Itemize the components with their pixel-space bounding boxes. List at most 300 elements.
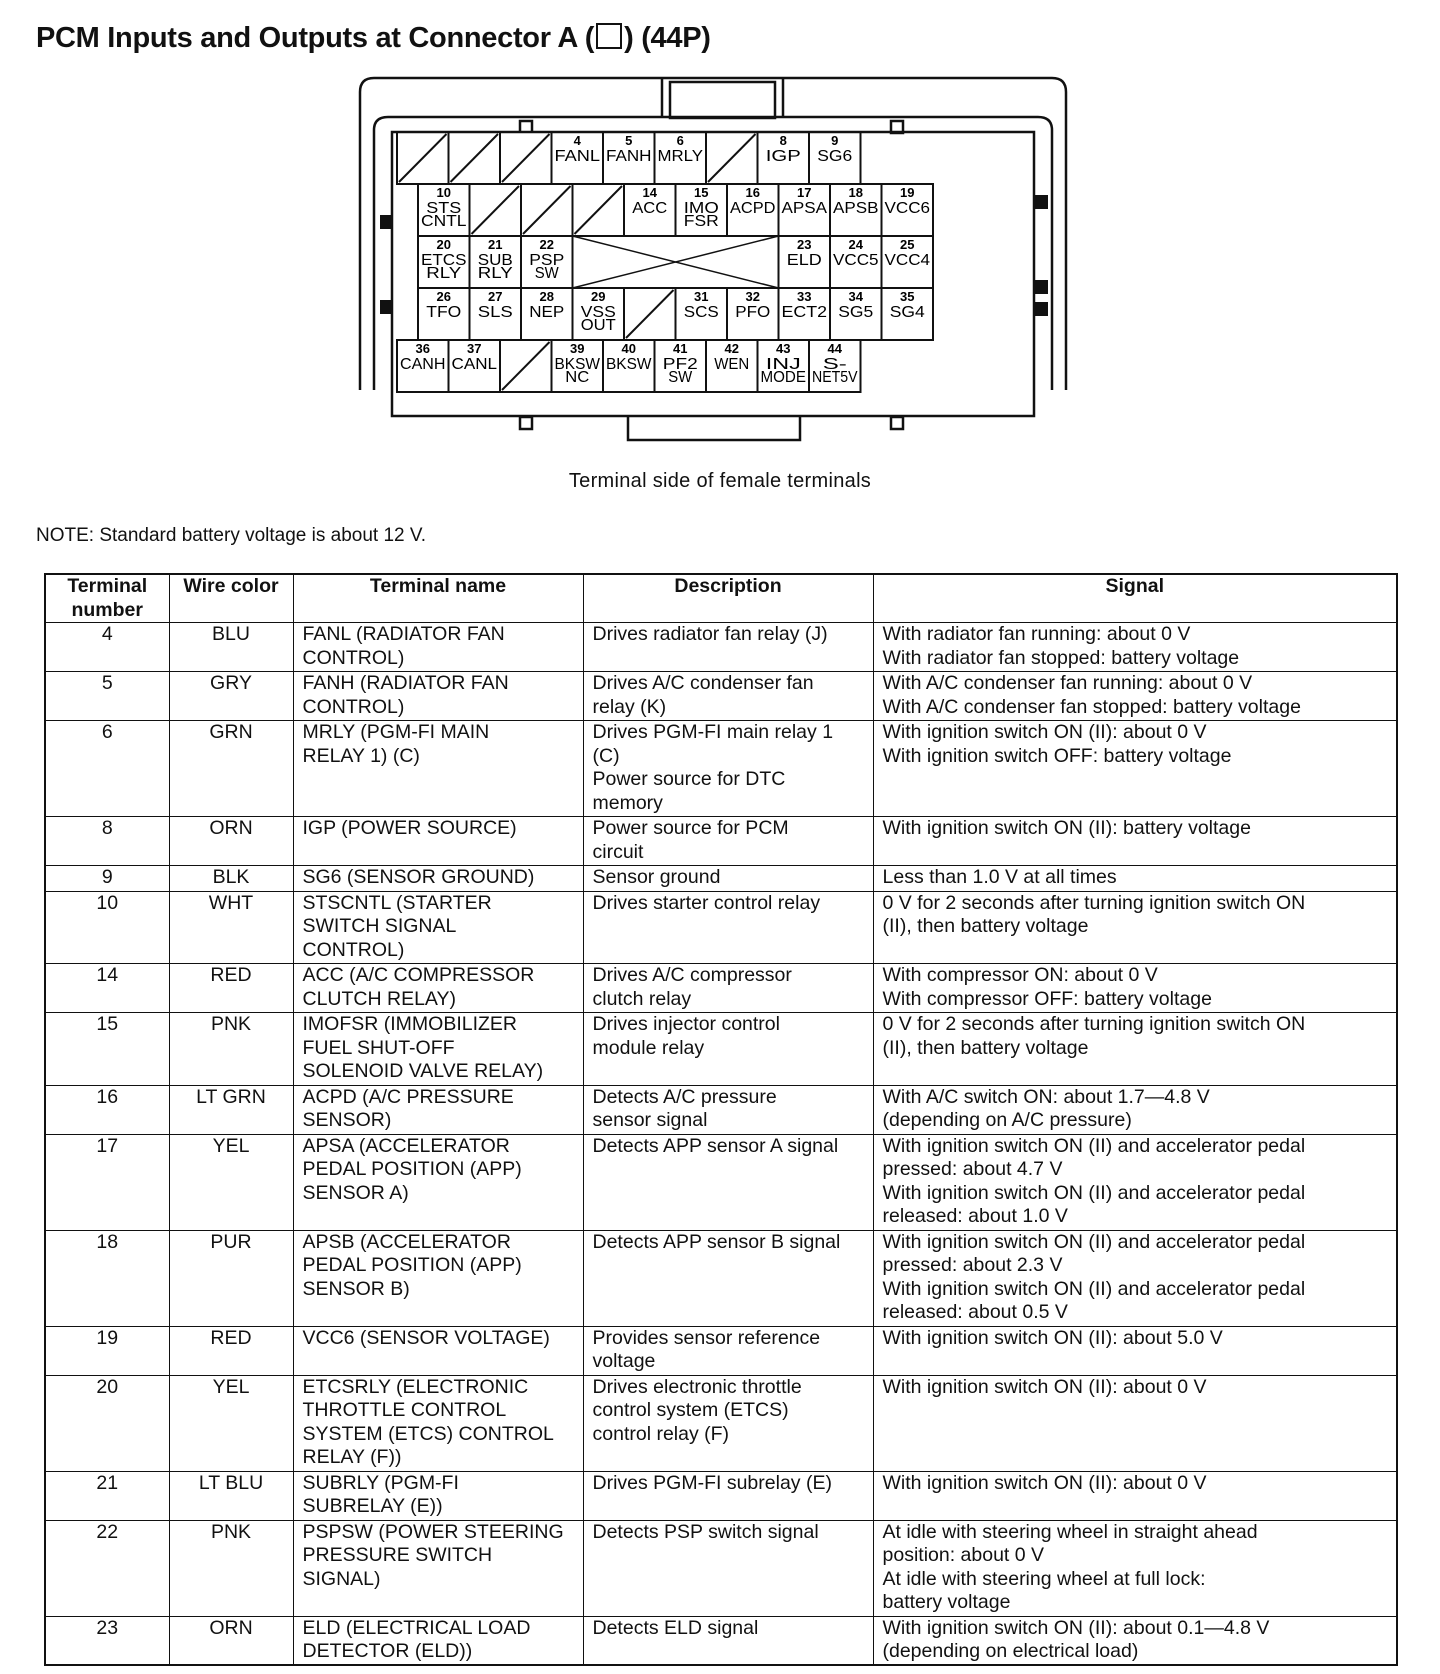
pin-label: IGP	[765, 148, 801, 165]
table-row	[45, 721, 1397, 817]
cell-line: SENSOR)	[302, 1109, 392, 1131]
signal-cell	[873, 1520, 1397, 1616]
terminal-number-cell: 20	[45, 1375, 169, 1471]
cell-line: SG6 (SENSOR GROUND)	[302, 866, 535, 888]
wire-color-cell: WHT	[169, 891, 293, 964]
signal-cell	[873, 866, 1397, 892]
table-row	[45, 672, 1397, 721]
cell-line: Drives A/C condenser fan	[592, 672, 814, 694]
cell-line: ETCSRLY (ELECTRONIC	[302, 1375, 529, 1398]
terminal-pin	[830, 184, 882, 236]
cell-line: voltage	[592, 1350, 656, 1372]
cell-line: MRLY (PGM-FI MAIN	[302, 721, 490, 743]
header-signal: Signal	[873, 574, 1397, 623]
title-suffix: ) (44P)	[624, 22, 711, 54]
cell-line: CONTROL)	[302, 938, 405, 961]
header-wire-color: Wire color	[169, 574, 293, 623]
pin-label: INJ	[765, 356, 801, 373]
pin-number: 34	[848, 289, 863, 304]
signal-cell	[873, 672, 1397, 721]
cell-line: With ignition switch ON (II) and accelerator pedal	[882, 1277, 1306, 1300]
pin-number: 19	[900, 185, 915, 200]
cell-line: Detects APP sensor B signal	[592, 1230, 841, 1253]
cell-line: SENSOR B)	[302, 1277, 410, 1300]
pin-number: 10	[436, 185, 451, 200]
blank-terminal	[500, 340, 552, 392]
pin-label: FSR	[683, 213, 719, 230]
cell-line: With ignition switch ON (II): about 5.0 V	[882, 1326, 1223, 1349]
cell-line: APSB (ACCELERATOR	[302, 1230, 511, 1253]
pin-number: 42	[724, 341, 739, 356]
table-row	[45, 1616, 1397, 1665]
terminal-pin	[727, 184, 779, 236]
pin-number: 6	[676, 133, 684, 148]
terminal-pin	[552, 340, 604, 392]
cell-line: Detects ELD signal	[592, 1616, 759, 1639]
table-row	[45, 1520, 1397, 1616]
cell-line: With ignition switch ON (II): about 0 V	[882, 721, 1207, 743]
cell-line: FANH (RADIATOR FAN	[302, 672, 509, 694]
pin-label: PF2	[662, 356, 698, 373]
terminal-pin	[418, 184, 470, 236]
signal-cell	[873, 1616, 1397, 1665]
terminal-number-cell: 21	[45, 1471, 169, 1520]
terminal-pin	[603, 340, 655, 392]
terminal-name-cell	[293, 817, 583, 866]
signal-cell	[873, 1471, 1397, 1520]
pin-number: 32	[745, 289, 760, 304]
cell-line: DETECTOR (ELD))	[302, 1640, 473, 1662]
wire-color-cell: BLU	[169, 623, 293, 672]
cell-line: THROTTLE CONTROL	[302, 1399, 507, 1421]
description-cell	[583, 1230, 873, 1326]
description-cell	[583, 1375, 873, 1471]
blank-terminal	[500, 132, 552, 184]
cell-line: sensor signal	[592, 1109, 708, 1131]
description-cell	[583, 1616, 873, 1665]
pin-number: 37	[467, 341, 482, 356]
terminal-pin	[521, 288, 573, 340]
cell-line: STSCNTL (STARTER	[302, 891, 492, 914]
table-row	[45, 866, 1397, 892]
signal-cell	[873, 1375, 1397, 1471]
signal-cell	[873, 817, 1397, 866]
description-cell	[583, 1471, 873, 1520]
pin-label: MRLY	[657, 148, 704, 165]
pin-number: 44	[827, 341, 842, 356]
terminal-pin	[809, 132, 861, 184]
terminal-pin	[758, 132, 810, 184]
cell-line: With ignition switch ON (II): about 0 V	[882, 1375, 1207, 1398]
table-row	[45, 1375, 1397, 1471]
cell-line: (C)	[592, 744, 620, 767]
pin-number: 40	[621, 341, 636, 356]
terminal-name-cell	[293, 721, 583, 817]
pin-label: ELD	[786, 252, 822, 269]
terminal-number-cell: 23	[45, 1616, 169, 1665]
cell-line: circuit	[592, 840, 644, 863]
cell-line: At idle with steering wheel at full lock:	[882, 1567, 1206, 1590]
blank-terminal	[706, 132, 758, 184]
wire-color-cell: LT GRN	[169, 1085, 293, 1134]
pin-label: STS	[426, 200, 462, 217]
cell-line: PEDAL POSITION (APP)	[302, 1254, 522, 1276]
pin-number: 43	[776, 341, 791, 356]
terminal-name-cell	[293, 1616, 583, 1665]
pin-label: TFO	[426, 304, 462, 321]
pin-label: BKSW	[606, 356, 653, 373]
cell-line: IMOFSR (IMMOBILIZER	[302, 1013, 517, 1035]
cell-line: (II), then battery voltage	[882, 915, 1089, 937]
pin-label: CNTL	[421, 213, 467, 230]
terminal-number-cell: 17	[45, 1134, 169, 1230]
description-cell	[583, 623, 873, 672]
cell-line: SUBRELAY (E))	[302, 1495, 443, 1517]
terminal-pin	[470, 288, 522, 340]
terminal-name-cell	[293, 623, 583, 672]
terminal-number-cell: 19	[45, 1326, 169, 1375]
terminal-number-cell: 9	[45, 866, 169, 892]
signal-cell	[873, 1085, 1397, 1134]
pin-number: 29	[591, 289, 606, 304]
terminal-pin	[676, 184, 728, 236]
terminal-number-cell: 14	[45, 964, 169, 1013]
pin-label: CANL	[451, 356, 498, 373]
pin-label: SW	[534, 265, 560, 282]
pin-label: SG6	[817, 148, 853, 165]
terminal-number-cell: 16	[45, 1085, 169, 1134]
cell-line: ACC (A/C COMPRESSOR	[302, 964, 535, 986]
description-cell	[583, 866, 873, 892]
cell-line: With ignition switch ON (II) and accelerator pedal	[882, 1230, 1306, 1253]
wire-color-cell: BLK	[169, 866, 293, 892]
pin-label: PSP	[529, 252, 565, 269]
wire-color-cell: YEL	[169, 1134, 293, 1230]
cell-line: At idle with steering wheel in straight ahead	[882, 1520, 1258, 1543]
cell-line: SIGNAL)	[302, 1567, 381, 1590]
cell-line: With A/C condenser fan stopped: battery voltage	[882, 695, 1301, 718]
terminal-pin	[779, 288, 831, 340]
cell-line: With ignition switch ON (II): about 0.1—4.8 V	[882, 1616, 1270, 1639]
header-terminal-name: Terminal name	[293, 574, 583, 623]
table-row	[45, 1326, 1397, 1375]
pin-label: NET5V	[812, 369, 858, 386]
description-cell	[583, 1520, 873, 1616]
table-row	[45, 623, 1397, 672]
cell-line: control relay (F)	[592, 1422, 730, 1445]
wire-color-cell: GRY	[169, 672, 293, 721]
terminal-number-cell: 15	[45, 1013, 169, 1086]
cell-line: PEDAL POSITION (APP)	[302, 1158, 522, 1180]
pin-number: 31	[694, 289, 709, 304]
wire-color-cell: GRN	[169, 721, 293, 817]
terminal-name-cell	[293, 1013, 583, 1086]
pin-label: VCC5	[833, 252, 879, 269]
cell-line: PRESSURE SWITCH	[302, 1544, 493, 1566]
wire-color-cell: PUR	[169, 1230, 293, 1326]
pin-label: RLY	[477, 265, 514, 282]
wire-color-cell: RED	[169, 964, 293, 1013]
pin-number: 28	[539, 289, 554, 304]
pin-label: ETCS	[421, 252, 467, 269]
terminal-pin	[758, 340, 810, 392]
terminal-name-cell	[293, 672, 583, 721]
pin-number: 16	[745, 185, 760, 200]
cell-line: IGP (POWER SOURCE)	[302, 817, 517, 839]
terminal-name-cell	[293, 866, 583, 892]
terminal-pin	[655, 340, 707, 392]
terminal-name-cell	[293, 1085, 583, 1134]
pin-label: ACC	[632, 200, 668, 217]
terminal-table	[44, 573, 1398, 1666]
table-row	[45, 1013, 1397, 1086]
cell-line: With compressor OFF: battery voltage	[882, 987, 1212, 1010]
cell-line: CLUTCH RELAY)	[302, 987, 456, 1010]
cell-line: pressed: about 4.7 V	[882, 1158, 1063, 1180]
wire-color-cell: YEL	[169, 1375, 293, 1471]
terminal-pin	[521, 236, 573, 288]
cell-line: RELAY 1) (C)	[302, 744, 420, 767]
pin-label: SG4	[889, 304, 925, 321]
pin-label: OUT	[580, 317, 616, 334]
table-row	[45, 1085, 1397, 1134]
description-cell	[583, 891, 873, 964]
terminal-pin	[397, 340, 449, 392]
table-header-row	[45, 574, 1397, 623]
cell-line: clutch relay	[592, 987, 692, 1010]
cell-line: With compressor ON: about 0 V	[882, 964, 1158, 986]
cell-line: released: about 0.5 V	[882, 1301, 1068, 1323]
cell-line: With A/C switch ON: about 1.7—4.8 V	[882, 1085, 1210, 1108]
description-cell	[583, 1134, 873, 1230]
cell-line: With ignition switch ON (II): battery voltage	[882, 817, 1251, 839]
terminal-pin	[552, 132, 604, 184]
cell-line: SUBRLY (PGM-FI	[302, 1471, 459, 1494]
terminal-pin	[676, 288, 728, 340]
cell-line: ELD (ELECTRICAL LOAD	[302, 1616, 531, 1639]
terminal-name-cell	[293, 891, 583, 964]
cell-line: SOLENOID VALVE RELAY)	[302, 1060, 544, 1082]
cell-line: RELAY (F))	[302, 1446, 402, 1468]
pin-label: ACPD	[730, 200, 776, 217]
blank-block	[573, 236, 779, 288]
pin-number: 21	[488, 237, 503, 252]
wire-color-cell: RED	[169, 1326, 293, 1375]
pin-label: VCC6	[884, 200, 931, 217]
pin-label: WEN	[714, 356, 750, 373]
cell-line: Provides sensor reference	[592, 1326, 821, 1349]
cell-line: 0 V for 2 seconds after turning ignition switch ON	[882, 891, 1306, 914]
pin-label: S-	[822, 356, 847, 373]
pin-number: 9	[831, 133, 839, 148]
cell-line: Less than 1.0 V at all times	[882, 866, 1117, 888]
cell-line: CONTROL)	[302, 646, 405, 669]
blank-terminal	[397, 132, 449, 184]
terminal-pin	[603, 132, 655, 184]
table-row	[45, 891, 1397, 964]
page-title	[36, 22, 711, 55]
connector-symbol-icon	[596, 23, 622, 49]
pin-number: 17	[797, 185, 812, 200]
cell-line: module relay	[592, 1036, 705, 1059]
cell-line: CONTROL)	[302, 695, 405, 718]
terminal-name-cell	[293, 1326, 583, 1375]
cell-line: With radiator fan stopped: battery voltage	[882, 646, 1240, 669]
table-row	[45, 1134, 1397, 1230]
signal-cell	[873, 1326, 1397, 1375]
terminal-number-cell: 8	[45, 817, 169, 866]
terminal-pin	[655, 132, 707, 184]
terminal-number-cell: 4	[45, 623, 169, 672]
terminal-pin	[418, 236, 470, 288]
pin-label: APSB	[833, 200, 879, 217]
pin-number: 4	[573, 133, 581, 148]
pin-label: IMO	[683, 200, 719, 217]
cell-line: APSA (ACCELERATOR	[302, 1134, 510, 1157]
cell-line: Drives PGM-FI subrelay (E)	[592, 1471, 832, 1494]
pin-number: 26	[436, 289, 451, 304]
pin-number: 15	[694, 185, 709, 200]
wire-color-cell: ORN	[169, 1616, 293, 1665]
pin-label: SLS	[477, 304, 513, 321]
cell-line: 0 V for 2 seconds after turning ignition switch ON	[882, 1013, 1306, 1035]
cell-line: ACPD (A/C PRESSURE	[302, 1085, 514, 1108]
diagram-caption: Terminal side of female terminals	[568, 470, 872, 492]
signal-cell	[873, 891, 1397, 964]
pin-label: NEP	[529, 304, 565, 321]
cell-line: (depending on electrical load)	[882, 1640, 1139, 1662]
pin-label: VCC4	[884, 252, 931, 269]
pin-number: 41	[673, 341, 688, 356]
cell-line: control system (ETCS)	[592, 1399, 789, 1421]
cell-line: SWITCH SIGNAL	[302, 915, 457, 937]
cell-line: relay (K)	[592, 695, 667, 718]
table-row	[45, 1471, 1397, 1520]
cell-line: With radiator fan running: about 0 V	[882, 623, 1191, 645]
wire-color-cell: ORN	[169, 817, 293, 866]
cell-line: Detects A/C pressure	[592, 1085, 777, 1108]
pin-label: VSS	[580, 304, 616, 321]
blank-terminal	[449, 132, 501, 184]
terminal-pin	[418, 288, 470, 340]
terminal-number-cell: 10	[45, 891, 169, 964]
pin-number: 14	[642, 185, 657, 200]
terminal-pin	[830, 288, 882, 340]
header-description: Description	[583, 574, 873, 623]
cell-line: memory	[592, 791, 663, 814]
pin-number: 25	[900, 237, 915, 252]
terminal-pin	[882, 236, 934, 288]
cell-line: position: about 0 V	[882, 1544, 1045, 1566]
wire-color-cell: PNK	[169, 1520, 293, 1616]
pin-number: 35	[900, 289, 915, 304]
signal-cell	[873, 721, 1397, 817]
pin-number: 23	[797, 237, 812, 252]
pin-label: ECT2	[781, 304, 828, 321]
cell-line: FUEL SHUT-OFF	[302, 1036, 455, 1059]
pin-number: 39	[570, 341, 585, 356]
table-row	[45, 1230, 1397, 1326]
pin-label: SW	[668, 369, 694, 386]
pin-label: FANH	[606, 148, 652, 165]
cell-line: Drives A/C compressor	[592, 964, 792, 986]
terminal-number-cell: 18	[45, 1230, 169, 1326]
pin-label: BKSW	[554, 356, 601, 373]
description-cell	[583, 817, 873, 866]
cell-line: released: about 1.0 V	[882, 1205, 1068, 1227]
signal-cell	[873, 1230, 1397, 1326]
pin-label: APSA	[781, 200, 828, 217]
pin-label: RLY	[426, 265, 462, 282]
cell-line: With ignition switch OFF: battery voltage	[882, 744, 1232, 767]
cell-line: PSPSW (POWER STEERING	[302, 1520, 564, 1543]
blank-terminal	[573, 184, 625, 236]
cell-line: Sensor ground	[592, 866, 721, 888]
cell-line: Drives injector control	[592, 1013, 780, 1035]
pin-number: 33	[797, 289, 812, 304]
cell-line: Drives starter control relay	[592, 891, 821, 914]
cell-line: With A/C condenser fan running: about 0 V	[882, 672, 1253, 694]
terminal-name-cell	[293, 1520, 583, 1616]
wire-color-cell: PNK	[169, 1013, 293, 1086]
pin-label: SUB	[477, 252, 513, 269]
cell-line: battery voltage	[882, 1591, 1011, 1613]
cell-line: With ignition switch ON (II) and accelerator pedal	[882, 1181, 1306, 1204]
description-cell	[583, 964, 873, 1013]
terminal-pin	[573, 288, 625, 340]
cell-line: Drives PGM-FI main relay 1	[592, 721, 834, 743]
table-row	[45, 964, 1397, 1013]
pin-number: 18	[848, 185, 863, 200]
cell-line: (II), then battery voltage	[882, 1036, 1089, 1059]
pin-label: CANH	[400, 356, 446, 373]
description-cell	[583, 721, 873, 817]
battery-note: NOTE: Standard battery voltage is about 12 V.	[36, 525, 427, 546]
cell-line: With ignition switch ON (II) and accelerator pedal	[882, 1134, 1306, 1157]
cell-line: SENSOR A)	[302, 1181, 409, 1204]
pin-number: 36	[415, 341, 430, 356]
cell-line: Detects APP sensor A signal	[592, 1134, 839, 1157]
terminal-name-cell	[293, 1134, 583, 1230]
wire-color-cell: LT BLU	[169, 1471, 293, 1520]
terminal-name-cell	[293, 1375, 583, 1471]
terminal-name-cell	[293, 1230, 583, 1326]
pin-number: 24	[848, 237, 863, 252]
table-row	[45, 817, 1397, 866]
title-prefix: PCM Inputs and Outputs at Connector A (	[36, 22, 595, 54]
terminal-pin	[624, 184, 676, 236]
connector-diagram	[350, 70, 1090, 450]
cell-line: SYSTEM (ETCS) CONTROL	[302, 1422, 554, 1445]
terminal-pin	[809, 340, 861, 392]
terminal-name-cell	[293, 964, 583, 1013]
description-cell	[583, 1326, 873, 1375]
terminal-name-cell	[293, 1471, 583, 1520]
pin-label: FANL	[554, 148, 601, 165]
description-cell	[583, 1013, 873, 1086]
terminal-pin	[706, 340, 758, 392]
pin-number: 22	[539, 237, 554, 252]
pin-label: NC	[565, 369, 590, 386]
blank-terminal	[521, 184, 573, 236]
terminal-pin	[727, 288, 779, 340]
cell-line: With ignition switch ON (II): about 0 V	[882, 1471, 1207, 1494]
header-terminal-number: Terminal number	[45, 574, 169, 623]
blank-terminal	[624, 288, 676, 340]
pin-number: 27	[488, 289, 503, 304]
description-cell	[583, 672, 873, 721]
pin-label: SCS	[683, 304, 719, 321]
